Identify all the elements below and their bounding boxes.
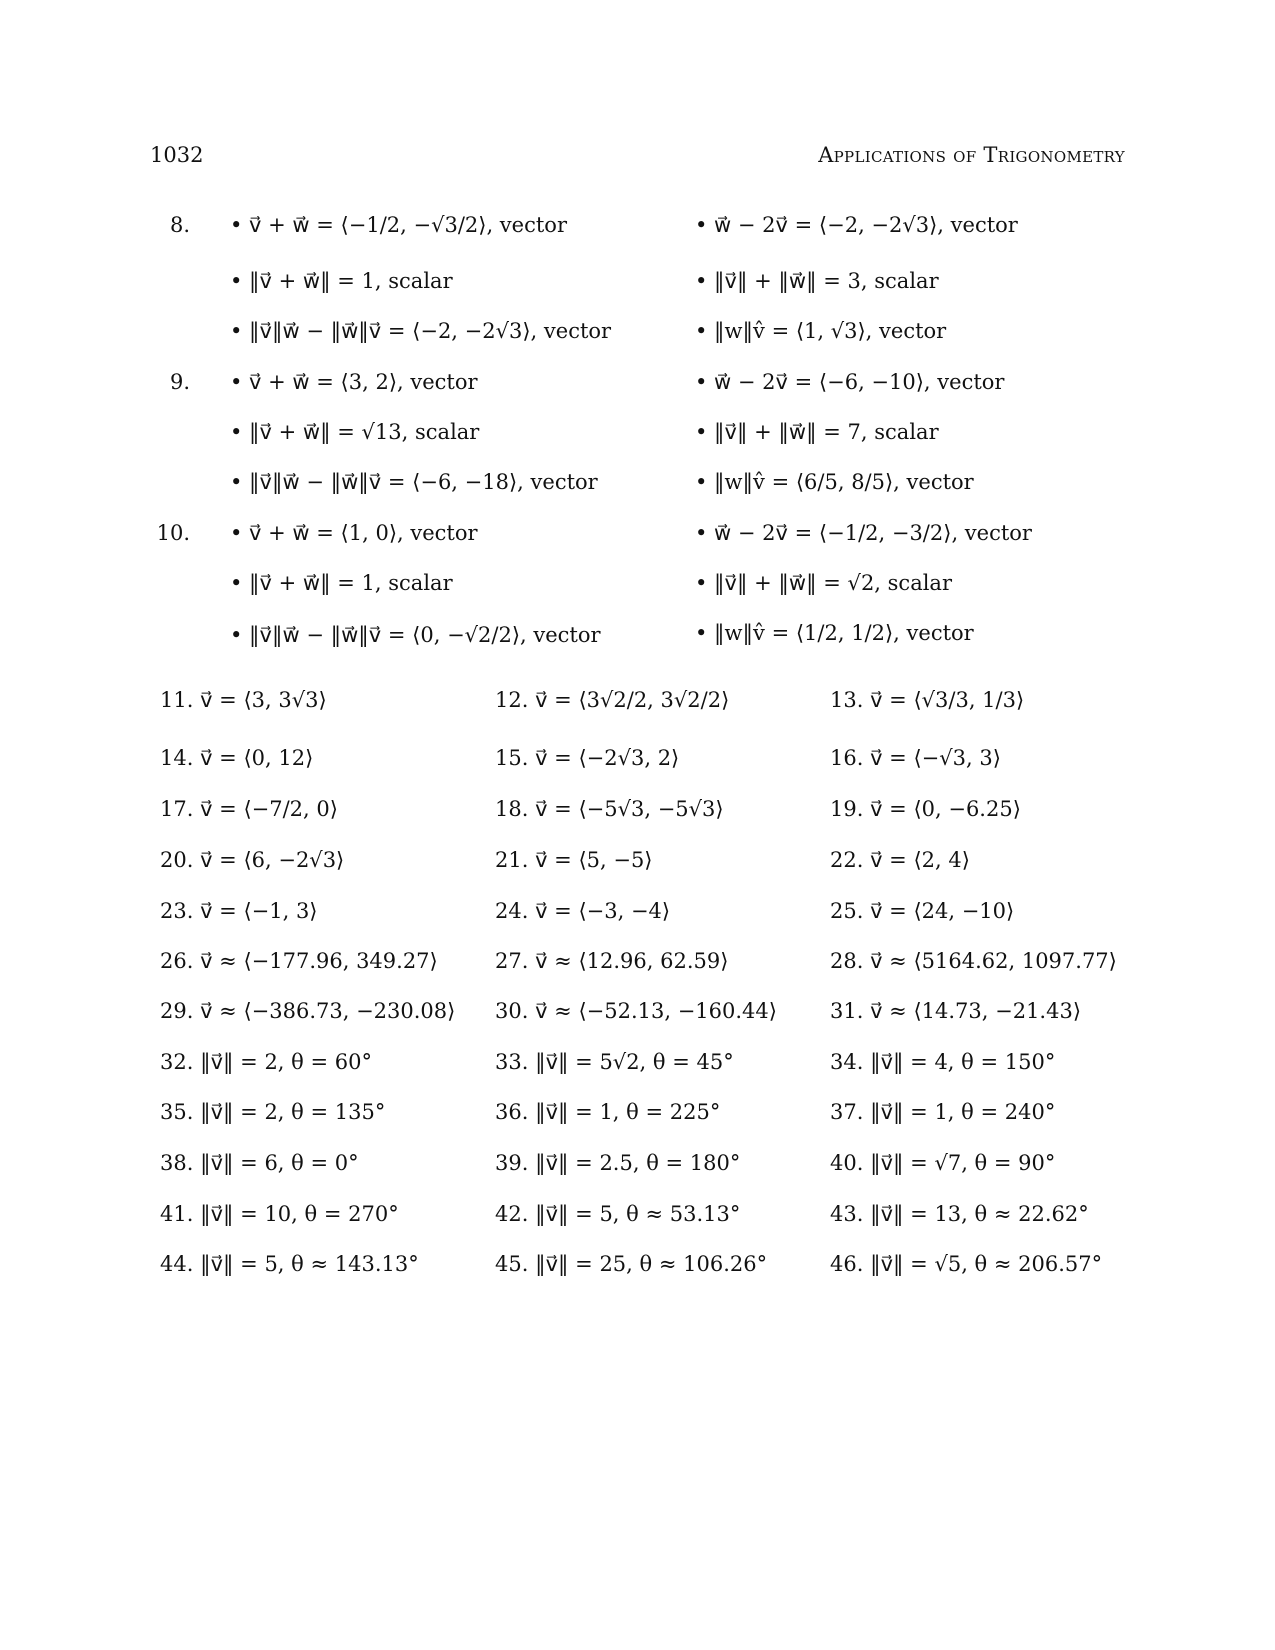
bullet-item: • ‖v⃗‖w⃗ − ‖w⃗‖v⃗ = ⟨−6, −18⟩, vector	[230, 470, 598, 494]
answer-item: 24. v⃗ = ⟨−3, −4⟩	[495, 899, 671, 923]
answer-item: 45. ‖v⃗‖ = 25, θ ≈ 106.26°	[495, 1252, 768, 1276]
bullet-item: • w⃗ − 2v⃗ = ⟨−1/2, −3/2⟩, vector	[695, 521, 1032, 545]
answer-item: 29. v⃗ ≈ ⟨−386.73, −230.08⟩	[160, 999, 456, 1023]
answer-item: 16. v⃗ = ⟨−√3, 3⟩	[830, 746, 1001, 770]
answer-item: 33. ‖v⃗‖ = 5√2, θ = 45°	[495, 1050, 734, 1074]
answer-item: 44. ‖v⃗‖ = 5, θ ≈ 143.13°	[160, 1252, 419, 1276]
answer-item: 34. ‖v⃗‖ = 4, θ = 150°	[830, 1050, 1056, 1074]
answer-item: 42. ‖v⃗‖ = 5, θ ≈ 53.13°	[495, 1202, 741, 1226]
answer-item: 15. v⃗ = ⟨−2√3, 2⟩	[495, 746, 680, 770]
answer-item: 14. v⃗ = ⟨0, 12⟩	[160, 746, 314, 770]
bullet-item: • ‖v⃗‖w⃗ − ‖w⃗‖v⃗ = ⟨−2, −2√3⟩, vector	[230, 319, 612, 343]
answer-item: 26. v⃗ ≈ ⟨−177.96, 349.27⟩	[160, 949, 438, 973]
answer-item: 27. v⃗ ≈ ⟨12.96, 62.59⟩	[495, 949, 729, 973]
answer-item: 22. v⃗ = ⟨2, 4⟩	[830, 848, 970, 872]
answer-item: 21. v⃗ = ⟨5, −5⟩	[495, 848, 653, 872]
answer-item: 46. ‖v⃗‖ = √5, θ ≈ 206.57°	[830, 1252, 1103, 1276]
exercise-number: 9.	[169, 370, 190, 394]
bullet-item: • ‖w‖v̂ = ⟨6/5, 8/5⟩, vector	[695, 470, 974, 494]
bullet-item: • ‖v⃗‖w⃗ − ‖w⃗‖v⃗ = ⟨0, −√2/2⟩, vector	[230, 623, 601, 647]
answer-item: 37. ‖v⃗‖ = 1, θ = 240°	[830, 1100, 1056, 1124]
bullet-item: • w⃗ − 2v⃗ = ⟨−2, −2√3⟩, vector	[695, 213, 1018, 237]
bullet-item: • ‖v⃗‖ + ‖w⃗‖ = 3, scalar	[695, 269, 939, 293]
answer-item: 32. ‖v⃗‖ = 2, θ = 60°	[160, 1050, 372, 1074]
answer-item: 12. v⃗ = ⟨3√2/2, 3√2/2⟩	[495, 688, 730, 712]
answer-item: 11. v⃗ = ⟨3, 3√3⟩	[160, 688, 327, 712]
bullet-item: • v⃗ + w⃗ = ⟨3, 2⟩, vector	[230, 370, 478, 394]
answer-item: 19. v⃗ = ⟨0, −6.25⟩	[830, 797, 1021, 821]
bullet-item: • ‖w‖v̂ = ⟨1/2, 1/2⟩, vector	[695, 621, 974, 645]
bullet-item: • ‖v⃗‖ + ‖w⃗‖ = 7, scalar	[695, 420, 939, 444]
page-number: 1032	[150, 143, 204, 167]
answer-item: 18. v⃗ = ⟨−5√3, −5√3⟩	[495, 797, 724, 821]
bullet-item: • v⃗ + w⃗ = ⟨−1/2, −√3/2⟩, vector	[230, 213, 567, 237]
exercise-number: 8.	[169, 213, 190, 237]
running-title: Applications of Trigonometry	[818, 143, 1125, 167]
answer-item: 39. ‖v⃗‖ = 2.5, θ = 180°	[495, 1151, 741, 1175]
answer-item: 40. ‖v⃗‖ = √7, θ = 90°	[830, 1151, 1056, 1175]
bullet-item: • ‖v⃗ + w⃗‖ = 1, scalar	[230, 571, 453, 595]
bullet-item: • ‖v⃗ + w⃗‖ = √13, scalar	[230, 420, 480, 444]
answer-item: 41. ‖v⃗‖ = 10, θ = 270°	[160, 1202, 399, 1226]
bullet-item: • w⃗ − 2v⃗ = ⟨−6, −10⟩, vector	[695, 370, 1005, 394]
answer-item: 38. ‖v⃗‖ = 6, θ = 0°	[160, 1151, 359, 1175]
bullet-item: • ‖w‖v̂ = ⟨1, √3⟩, vector	[695, 319, 947, 343]
bullet-item: • ‖v⃗‖ + ‖w⃗‖ = √2, scalar	[695, 571, 952, 595]
answer-item: 31. v⃗ ≈ ⟨14.73, −21.43⟩	[830, 999, 1082, 1023]
answer-item: 13. v⃗ = ⟨√3/3, 1/3⟩	[830, 688, 1025, 712]
answer-item: 28. v⃗ ≈ ⟨5164.62, 1097.77⟩	[830, 949, 1117, 973]
answer-item: 30. v⃗ ≈ ⟨−52.13, −160.44⟩	[495, 999, 777, 1023]
bullet-item: • ‖v⃗ + w⃗‖ = 1, scalar	[230, 269, 453, 293]
page-header	[150, 143, 1125, 173]
answer-item: 20. v⃗ = ⟨6, −2√3⟩	[160, 848, 345, 872]
answer-item: 25. v⃗ = ⟨24, −10⟩	[830, 899, 1015, 923]
answer-item: 35. ‖v⃗‖ = 2, θ = 135°	[160, 1100, 386, 1124]
answer-item: 43. ‖v⃗‖ = 13, θ ≈ 22.62°	[830, 1202, 1089, 1226]
answer-item: 23. v⃗ = ⟨−1, 3⟩	[160, 899, 318, 923]
exercise-number: 10.	[156, 521, 190, 545]
answer-item: 36. ‖v⃗‖ = 1, θ = 225°	[495, 1100, 721, 1124]
bullet-item: • v⃗ + w⃗ = ⟨1, 0⟩, vector	[230, 521, 478, 545]
answer-item: 17. v⃗ = ⟨−7/2, 0⟩	[160, 797, 338, 821]
